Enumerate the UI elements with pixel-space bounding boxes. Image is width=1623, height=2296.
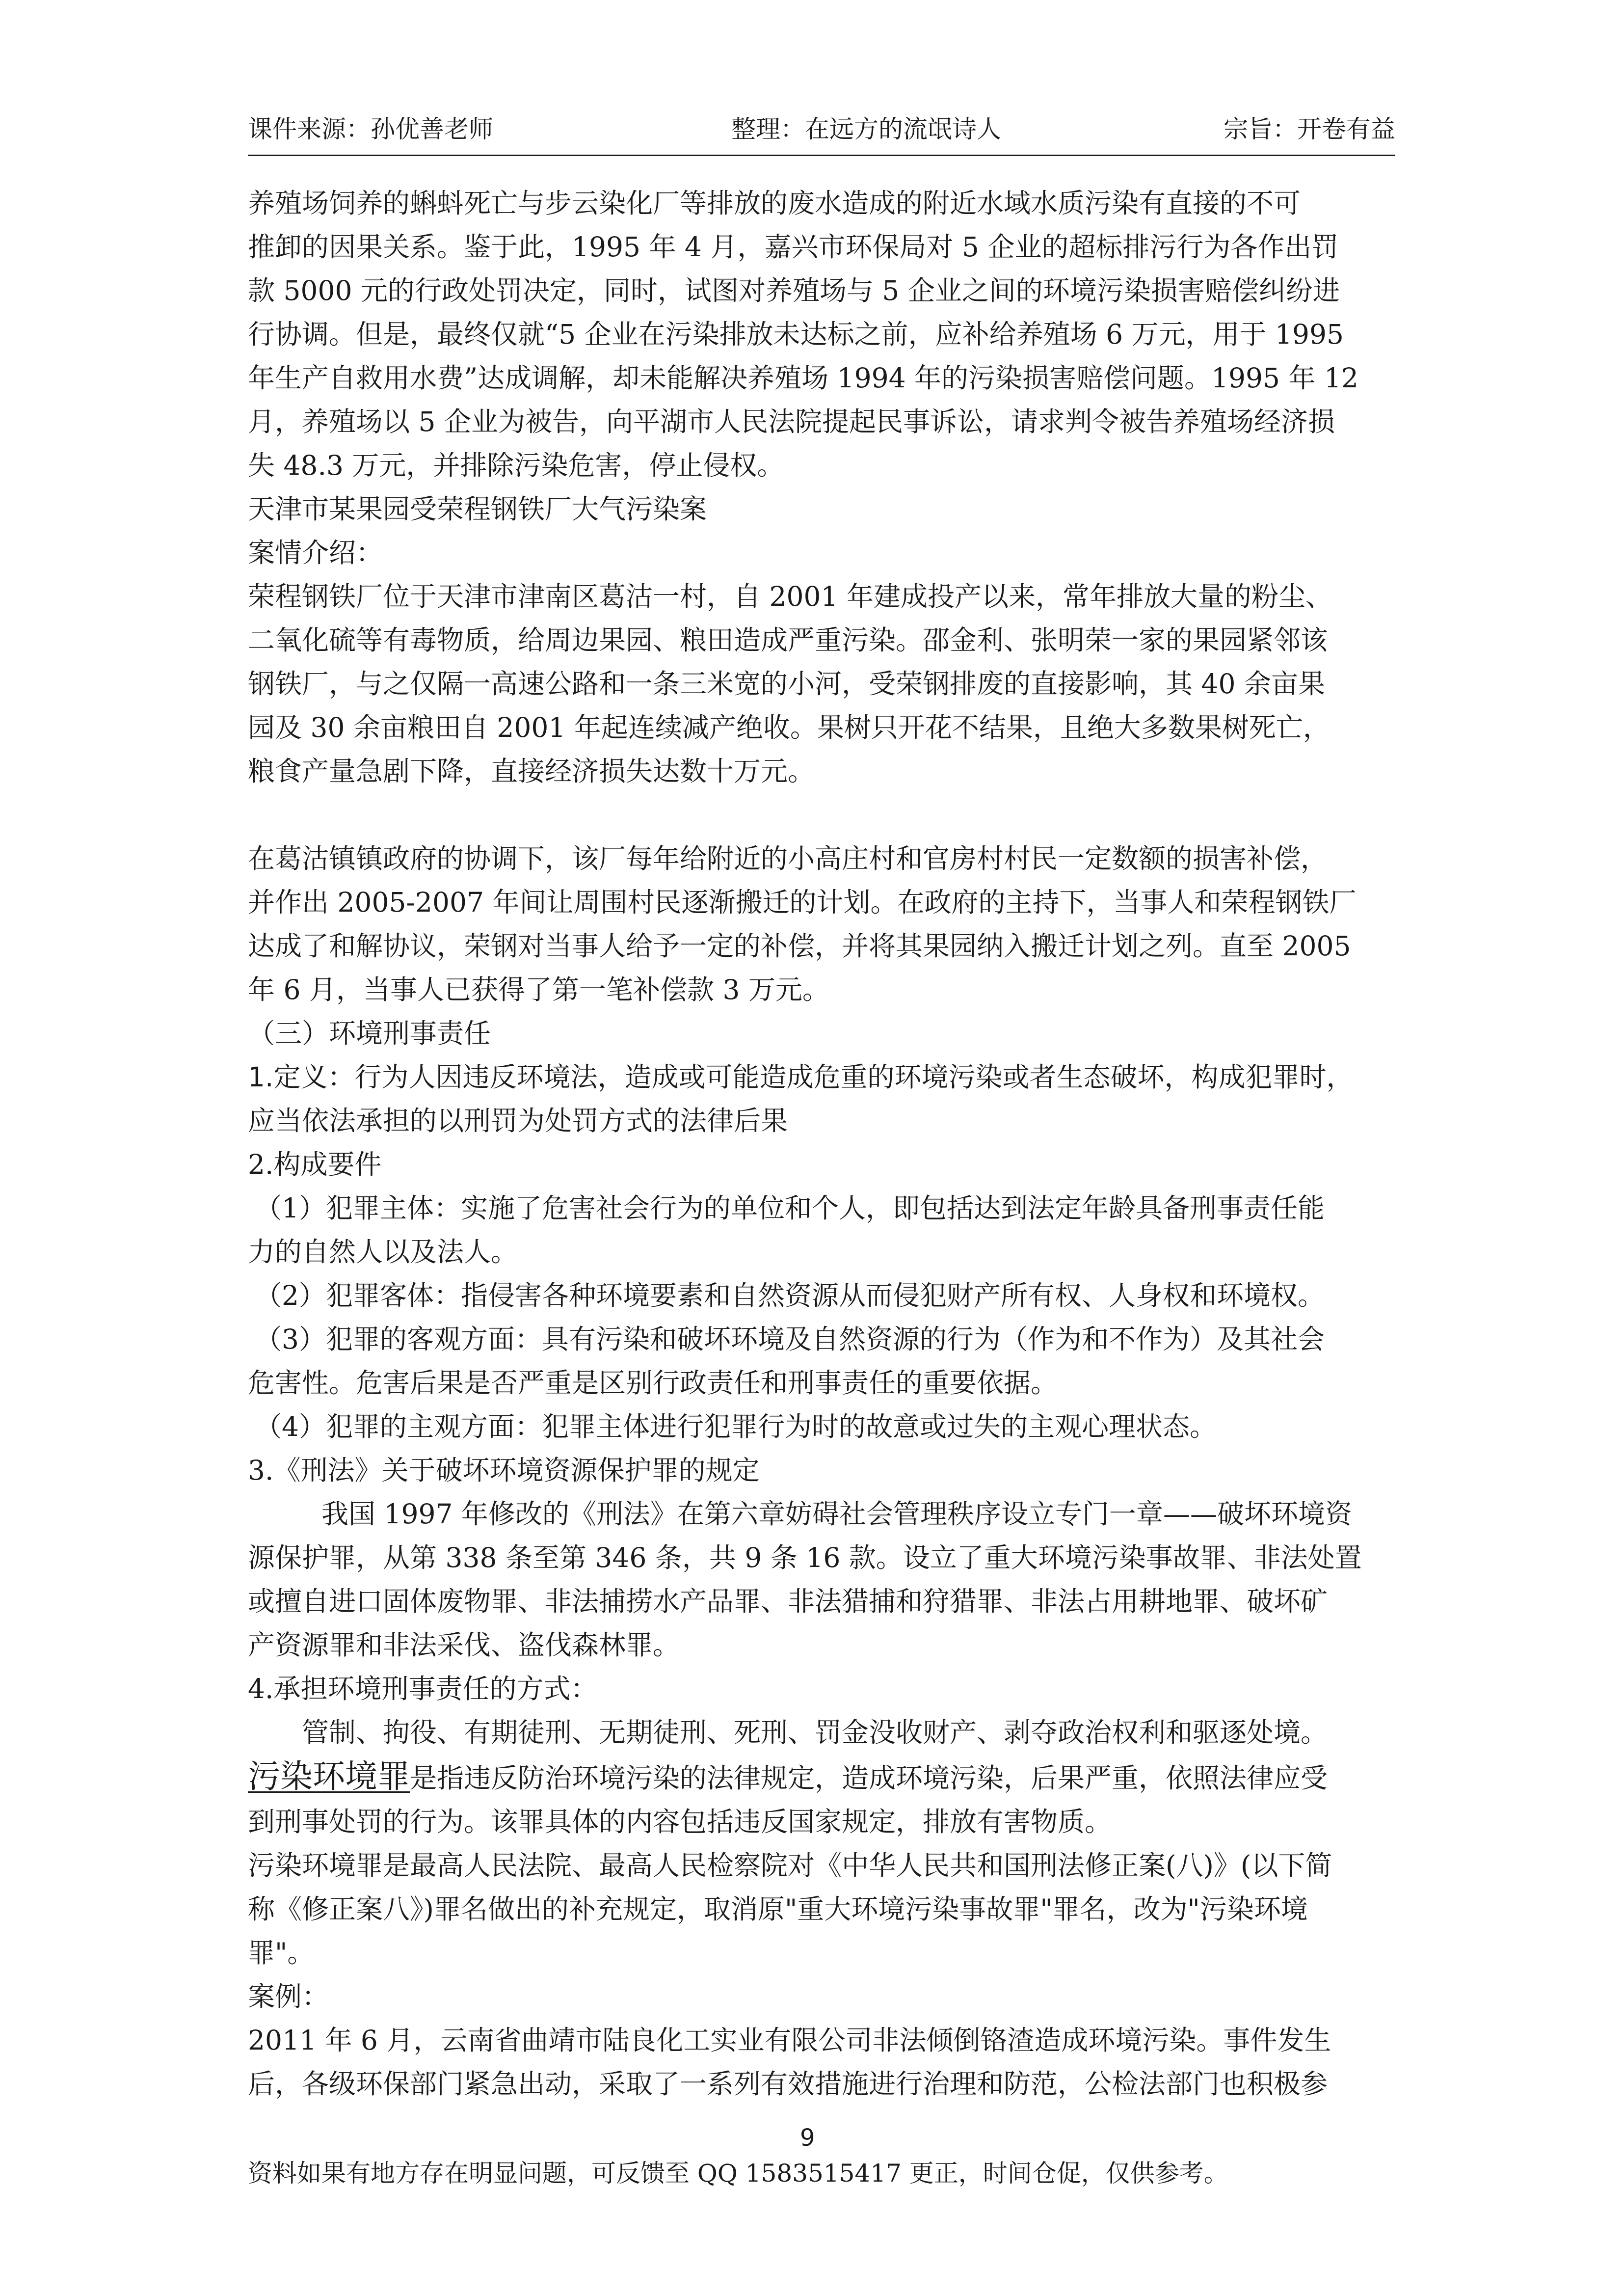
element-item: 危害性。危害后果是否严重是区别行政责任和刑事责任的重要依据。: [248, 1367, 1058, 1399]
body-line: 粮食产量急剧下降，直接经济损失达数十万元。: [248, 756, 815, 787]
header-editor: 整理：在远方的流氓诗人: [731, 115, 1001, 143]
criminal-law-title: 3.《刑法》关于破坏环境资源保护罪的规定: [248, 1455, 760, 1486]
element-item: （4）犯罪的主观方面：犯罪主体进行犯罪行为时的故意或过失的主观心理状态。: [255, 1411, 1217, 1442]
definition-line: 1.定义：行为人因违反环境法，造成或可能造成危重的环境污染或者生态破坏，构成犯罪时，: [248, 1061, 1354, 1093]
methods-title: 4.承担环境刑事责任的方式：: [248, 1673, 598, 1704]
document-body: [248, 182, 1395, 2106]
body-line: 钢铁厂，与之仅隔一高速公路和一条三米宽的小河，受荣钢排废的直接影响，其 40 余亩果: [248, 668, 1325, 700]
body-line: 产资源罪和非法采伐、盗伐森林罪。: [248, 1629, 680, 1661]
elements-title: 2.构成要件: [248, 1149, 382, 1180]
body-line: 2011 年 6 月，云南省曲靖市陆良化工实业有限公司非法倾倒铬渣造成环境污染。事件发生: [248, 2025, 1331, 2056]
element-item: 力的自然人以及法人。: [248, 1236, 518, 1268]
body-line: 款 5000 元的行政处罚决定，同时，试图对养殖场与 5 企业之间的环境污染损害赔偿纠纷进: [248, 275, 1340, 306]
body-line: 年 6 月，当事人已获得了第一笔补偿款 3 万元。: [248, 974, 829, 1005]
body-line: 达成了和解协议，荣钢对当事人给予一定的补偿，并将其果园纳入搬迁计划之列。直至 2005: [248, 930, 1351, 962]
element-item: （2）犯罪客体：指侵害各种环境要素和自然资源从而侵犯财产所有权、人身权和环境权。: [255, 1280, 1325, 1311]
body-line: 行协调。但是，最终仅就“5 企业在污染排放未达标之前，应补给养殖场 6 万元，用于 1995: [248, 319, 1344, 350]
body-line: 称《修正案八》)罪名做出的补充规定，取消原"重大环境污染事故罪"罪名，改为"污染环境: [248, 1893, 1308, 1925]
body-line: 二氧化硫等有毒物质，给周边果园、粮田造成严重污染。邵金利、张明荣一家的果园紧邻该: [248, 624, 1328, 656]
body-line: 源保护罪，从第 338 条至第 346 条，共 9 条 16 款。设立了重大环境污染事故罪、非法处置: [248, 1542, 1362, 1573]
element-item: （1）犯罪主体：实施了危害社会行为的单位和个人，即包括达到法定年龄具备刑事责任能: [255, 1192, 1325, 1224]
header-source: 课件来源：孙优善老师: [248, 115, 493, 143]
case-intro-label: 案情介绍：: [248, 537, 383, 568]
body-line: 在葛沽镇镇政府的协调下，该厂每年给附近的小高庄村和官房村村民一定数额的损害补偿，: [248, 843, 1328, 874]
case-title: 天津市某果园受荣程钢铁厂大气污染案: [248, 493, 707, 525]
header-motto: 宗旨：开卷有益: [1224, 115, 1395, 143]
pollution-crime-term: 污染环境罪: [248, 1757, 410, 1795]
body-line: 年生产自救用水费”达成调解，却未能解决养殖场 1994 年的污染损害赔偿问题。1995 年 12: [248, 362, 1358, 394]
definition-line: 应当依法承担的以刑罚为处罚方式的法律后果: [248, 1105, 788, 1136]
body-line: 后，各级环保部门紧急出动，采取了一系列有效措施进行治理和防范，公检法部门也积极参: [248, 2068, 1328, 2100]
body-line: 园及 30 余亩粮田自 2001 年起连续减产绝收。果树只开花不结果，且绝大多数果树死亡，: [248, 712, 1330, 743]
page-number: 9: [800, 2124, 815, 2152]
body-line: 我国 1997 年修改的《刑法》在第六章妨碍社会管理秩序设立专门一章——破坏环境资: [321, 1498, 1352, 1530]
section-title: （三）环境刑事责任: [248, 1018, 491, 1049]
body-line: 污染环境罪是最高人民法院、最高人民检察院对《中华人民共和国刑法修正案(八)》(以下简: [248, 1850, 1332, 1881]
body-line: 罪"。: [248, 1937, 315, 1969]
body-line: 或擅自进口固体废物罪、非法捕捞水产品罪、非法猎捕和狩猎罪、非法占用耕地罪、破坏矿: [248, 1586, 1328, 1617]
body-line: 推卸的因果关系。鉴于此，1995 年 4 月，嘉兴市环保局对 5 企业的超标排污行为各作出罚: [248, 231, 1339, 263]
methods-line: 管制、拘役、有期徒刑、无期徒刑、死刑、罚金没收财产、剥夺政治权利和驱逐处境。: [302, 1717, 1328, 1748]
pollution-crime-line: [248, 1755, 1395, 1800]
page-header: [248, 112, 1395, 151]
page-footer: 资料如果有地方存在明显问题，可反馈至 QQ 1583515417 更正，时间仓促，仅供参考。: [248, 2159, 1228, 2188]
body-line: 荣程钢铁厂位于天津市津南区葛沽一村，自 2001 年建成投产以来，常年排放大量的粉尘、: [248, 581, 1332, 612]
body-line: 到刑事处罚的行为。该罪具体的内容包括违反国家规定，排放有害物质。: [248, 1806, 1112, 1837]
body-line: 月，养殖场以 5 企业为被告，向平湖市人民法院提起民事诉讼，请求判令被告养殖场经济损: [248, 406, 1335, 437]
body-line: 养殖场饲养的蝌蚪死亡与步云染化厂等排放的废水造成的附近水域水质污染有直接的不可: [248, 188, 1301, 219]
body-line: 并作出 2005-2007 年间让周围村民逐渐搬迁的计划。在政府的主持下，当事人和荣程钢铁厂: [248, 887, 1357, 918]
pollution-crime-text: 是指违反防治环境污染的法律规定，造成环境污染，后果严重，依照法律应受: [410, 1762, 1328, 1794]
element-item: （3）犯罪的客观方面：具有污染和破坏环境及自然资源的行为（作为和不作为）及其社会: [255, 1324, 1325, 1355]
header-divider: [248, 155, 1395, 156]
case-label: 案例：: [248, 1981, 329, 2012]
paragraph-gap: [248, 793, 1395, 837]
body-line: 失 48.3 万元，并排除污染危害，停止侵权。: [248, 450, 784, 481]
